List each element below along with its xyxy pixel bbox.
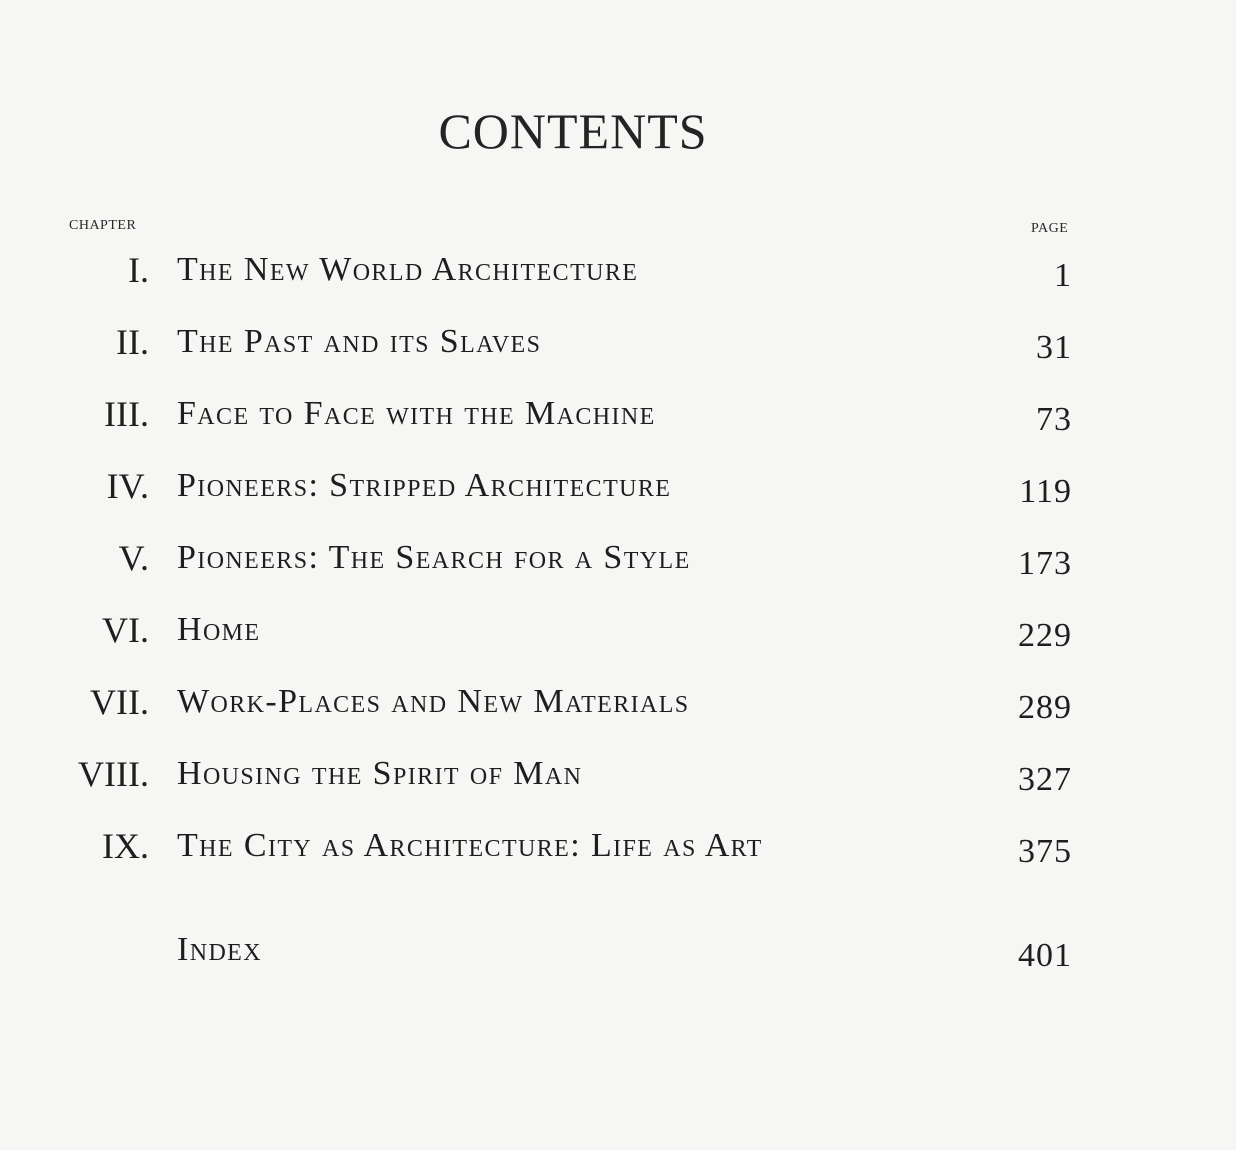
chapter-title[interactable]: The Past and its Slaves [177, 323, 542, 360]
page-title: CONTENTS [438, 103, 708, 159]
toc-entry-8[interactable] [0, 754, 1236, 804]
page-column-header: PAGE [1031, 221, 1069, 236]
chapter-title[interactable]: The New World Architecture [177, 251, 639, 288]
toc-entry-3[interactable] [0, 394, 1236, 444]
chapter-numeral: IX. [102, 826, 149, 866]
toc-entry-2[interactable] [0, 322, 1236, 372]
chapter-numeral: I. [128, 250, 149, 290]
page-number: 1 [1054, 257, 1072, 294]
chapter-numeral: VIII. [78, 754, 149, 794]
chapter-column-header: CHAPTER [69, 218, 137, 233]
page-number: 173 [1018, 545, 1072, 582]
toc-entry-index[interactable] [0, 930, 1236, 980]
toc-entry-7[interactable] [0, 682, 1236, 732]
chapter-title[interactable]: The City as Architecture: Life as Art [177, 827, 763, 864]
page-number: 119 [1019, 473, 1072, 510]
page-number: 327 [1018, 761, 1072, 798]
chapter-title[interactable]: Housing the Spirit of Man [177, 755, 583, 792]
index-title[interactable]: Index [177, 931, 262, 968]
chapter-title[interactable]: Pioneers: The Search for a Style [177, 539, 691, 576]
page-number: 229 [1018, 617, 1072, 654]
chapter-numeral: VI. [102, 610, 149, 650]
chapter-numeral: VII. [90, 682, 149, 722]
chapter-title[interactable]: Home [177, 611, 261, 648]
toc-entry-1[interactable] [0, 250, 1236, 300]
chapter-numeral: II. [116, 322, 149, 362]
chapter-title[interactable]: Work-Places and New Materials [177, 683, 690, 720]
page-number: 31 [1036, 329, 1072, 366]
page-number: 375 [1018, 833, 1072, 870]
toc-entry-4[interactable] [0, 466, 1236, 516]
chapter-numeral: IV. [106, 466, 149, 506]
chapter-title[interactable]: Face to Face with the Machine [177, 395, 656, 432]
toc-entry-6[interactable] [0, 610, 1236, 660]
chapter-numeral: III. [104, 394, 149, 434]
page-number: 73 [1036, 401, 1072, 438]
chapter-numeral: V. [118, 538, 149, 578]
chapter-title[interactable]: Pioneers: Stripped Architecture [177, 467, 672, 504]
page-number: 401 [1018, 937, 1072, 974]
page-number: 289 [1018, 689, 1072, 726]
toc-entry-9[interactable] [0, 826, 1236, 876]
toc-entry-5[interactable] [0, 538, 1236, 588]
